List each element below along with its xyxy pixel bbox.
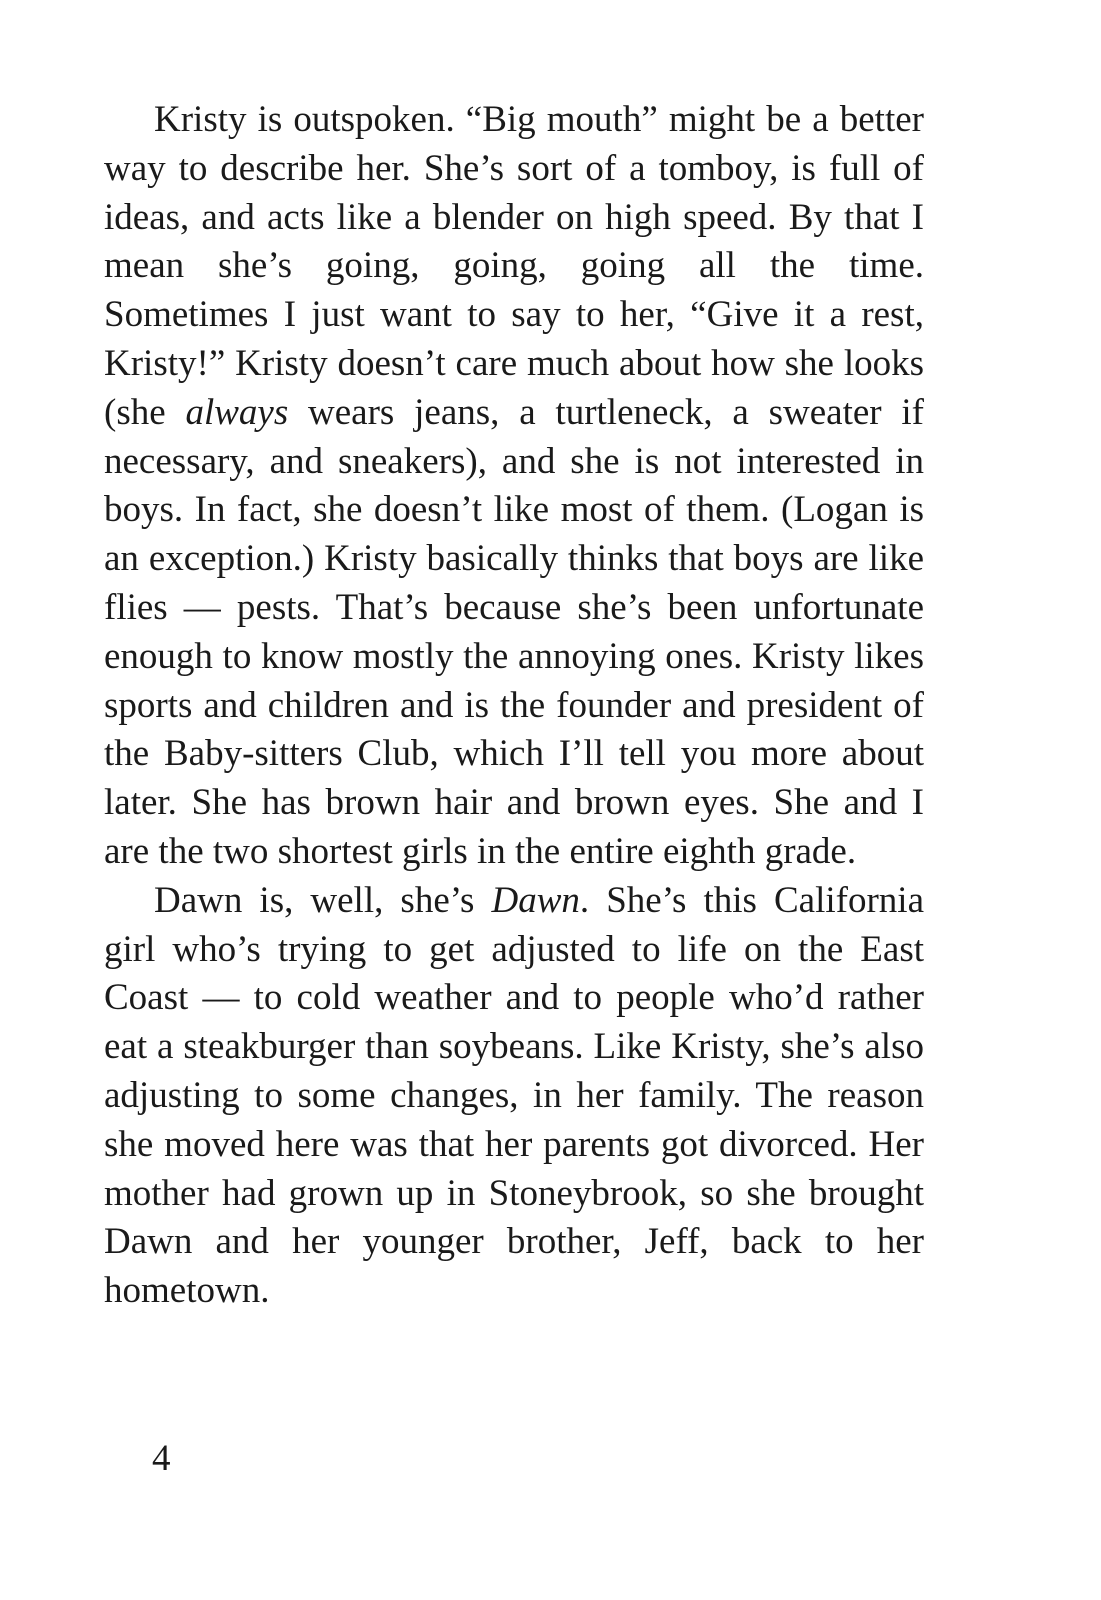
body-text xyxy=(104,96,924,1316)
page-number: 4 xyxy=(152,1438,171,1479)
text-run: . She’s this California girl who’s trying to get adjusted to life on the East Coast — to cold weather and to people who’d rather eat a steakburger than soybeans. Like Kristy, she’s also adjusting to some changes, in her family. The reason she moved here was that her parents got divorced. Her mother had grown up in Stoneybrook, so she brought Dawn and her younger brother, Jeff, back to her hometown. xyxy=(104,879,924,1312)
paragraph-dawn xyxy=(104,877,924,1316)
italic-text-run: Dawn xyxy=(491,879,580,921)
text-run: Kristy is outspoken. “Big mouth” might be a better way to describe her. She’s sort of a tomboy, is full of ideas, and acts like a blender on high speed. By that I mean she’s going, going, going all the time. Sometimes I just want to say to her, “Give it a rest, Kristy!” Kristy doesn’t care much about how she looks (she xyxy=(104,99,924,433)
text-run: wears jeans, a turtleneck, a sweater if necessary, and sneakers), and she is not interested in boys. In fact, she doesn’t like most of them. (Logan is an exception.) Kristy basically thinks that boys are like flies — pests. That’s because she’s been unfortunate enough to know mostly the annoying ones. Kristy likes sports and children and is the founder and president of the Baby-sitters Club, which I’ll tell you more about later. She has brown hair and brown eyes. She and I are the two shortest girls in the entire eighth grade. xyxy=(104,391,924,872)
text-run: Dawn is, well, she’s xyxy=(154,879,492,921)
italic-text-run: always xyxy=(185,391,289,433)
paragraph-kristy xyxy=(104,96,924,877)
